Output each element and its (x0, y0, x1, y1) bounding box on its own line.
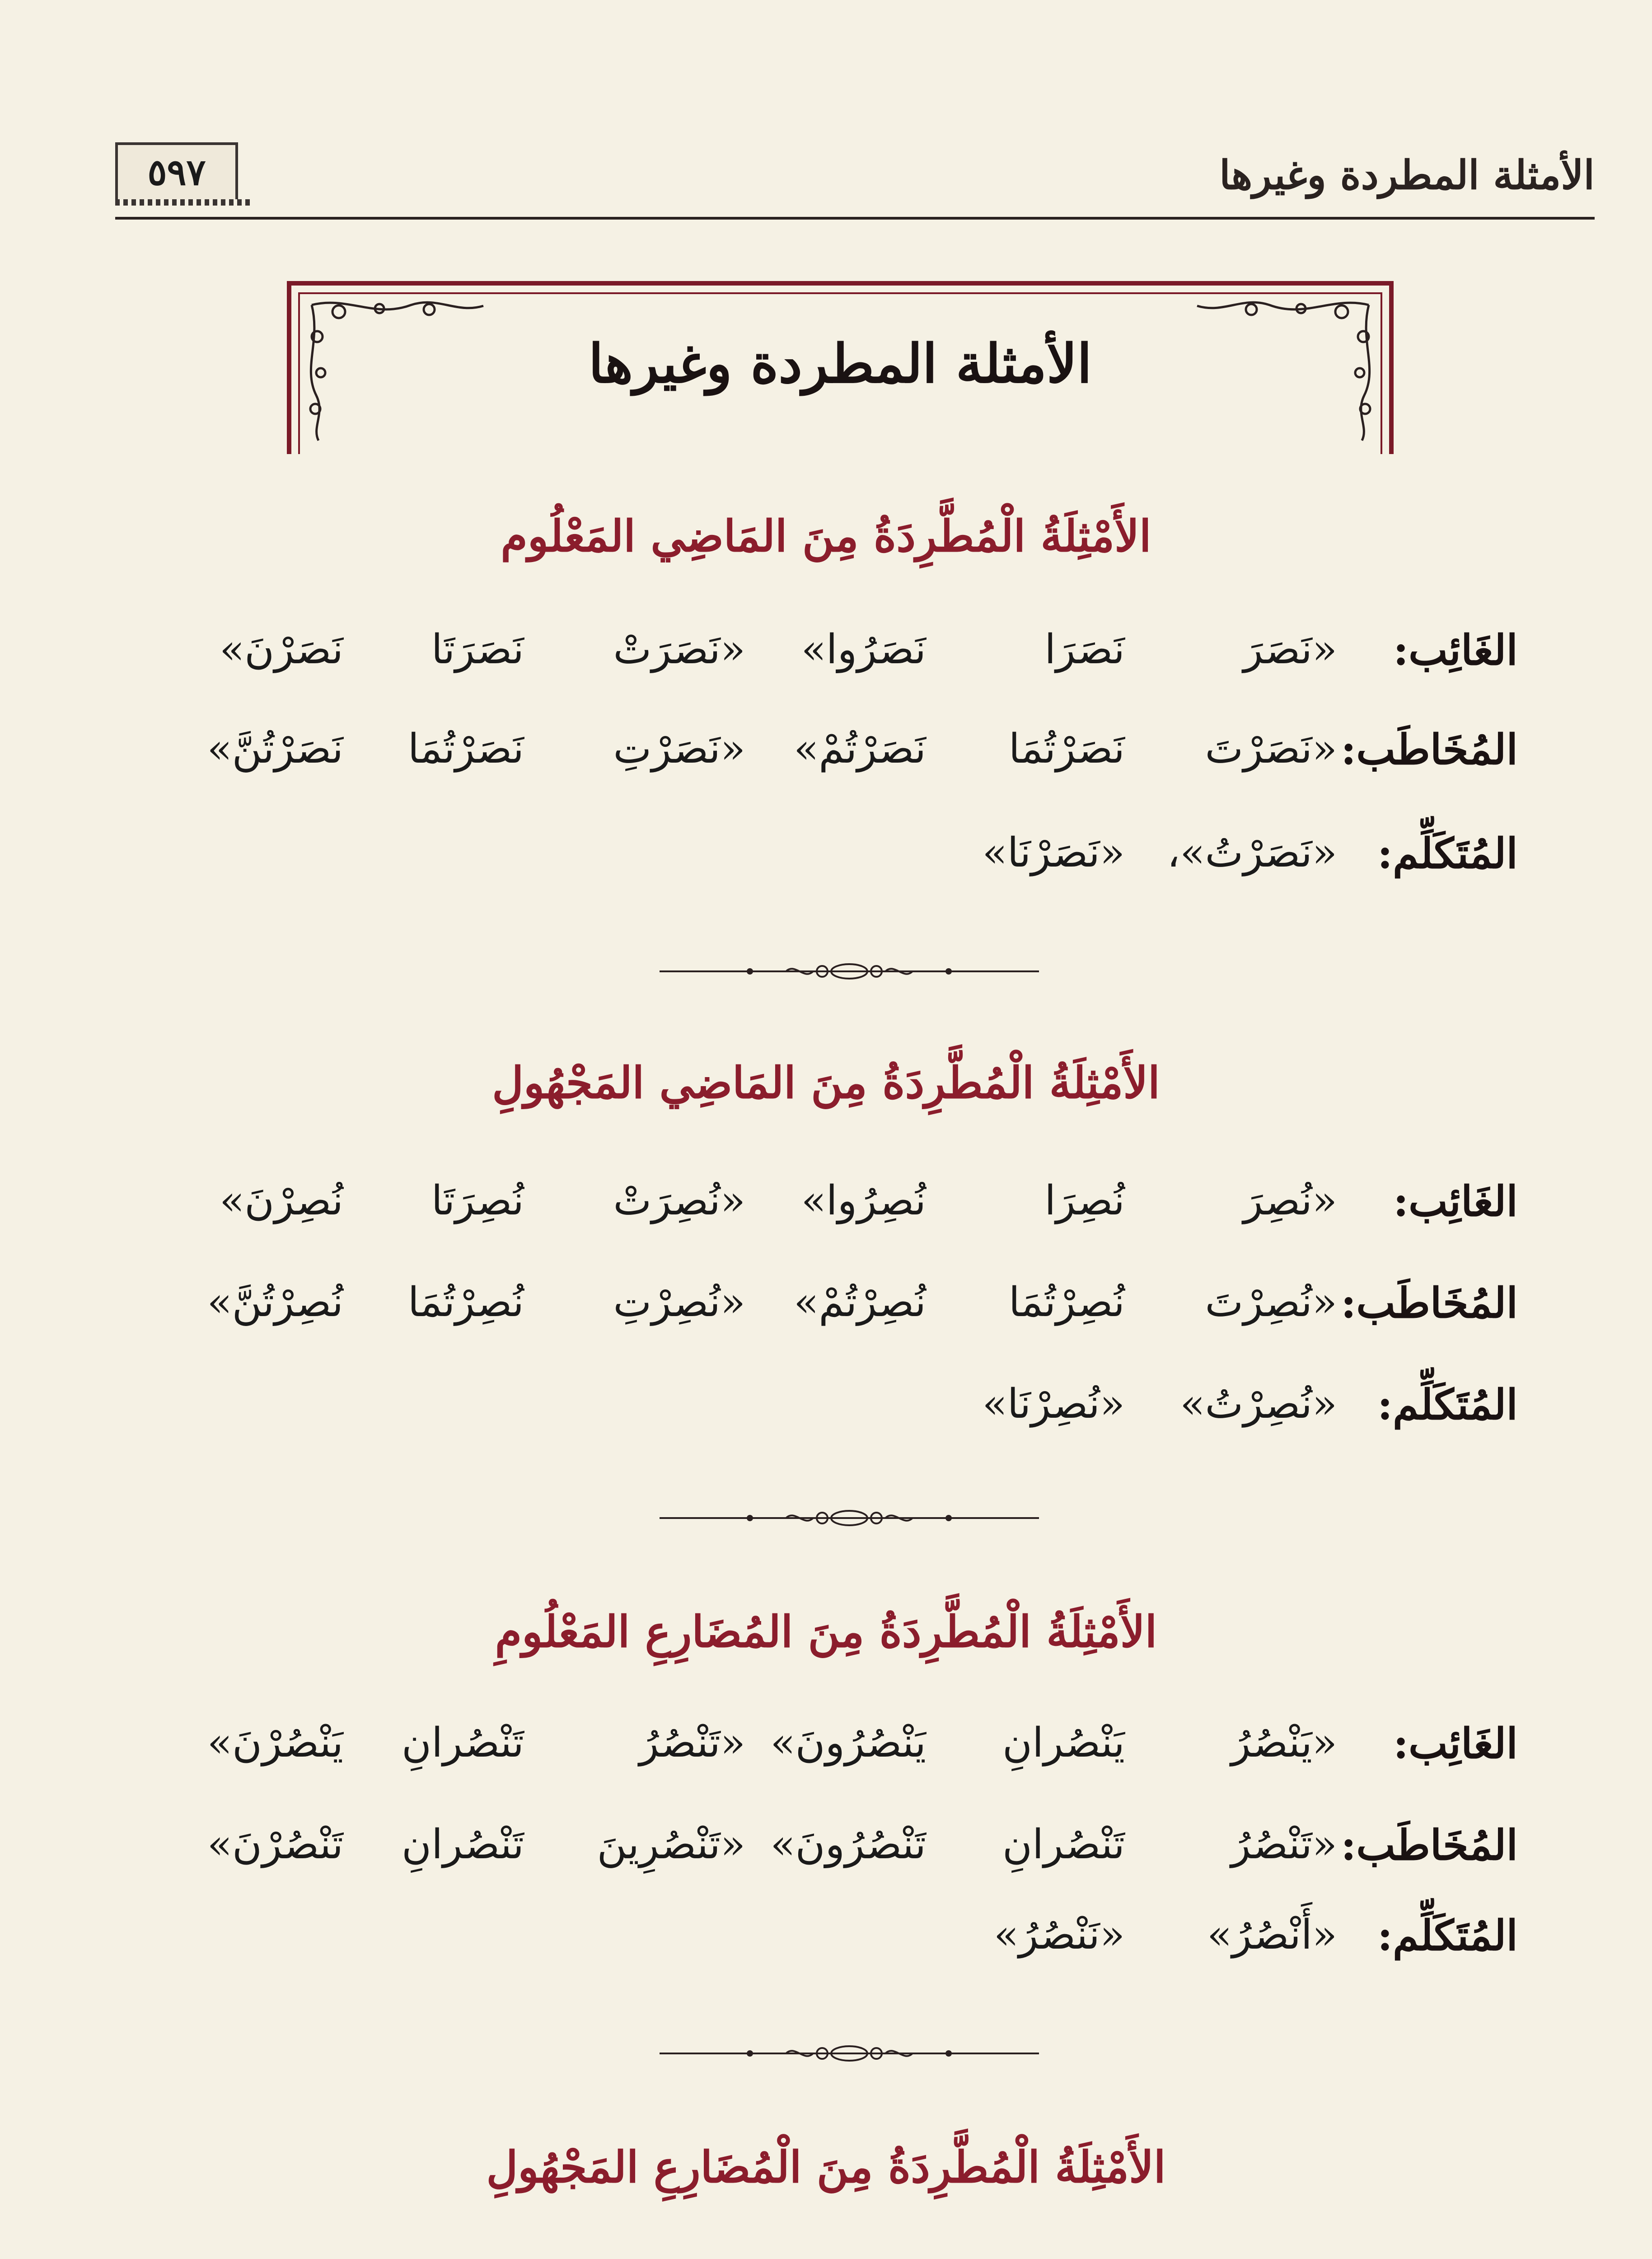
verb-form: يَنْصُرْنَ» (207, 1719, 343, 1767)
verb-form: يَنْصُرانِ (1002, 1719, 1125, 1767)
conjugation-row-first-person (172, 829, 1518, 892)
row-label: المُخَاطَب: (1341, 1821, 1518, 1870)
ornament-divider-icon (660, 958, 1039, 985)
verb-form: «نُصِرْتَ (1205, 1279, 1337, 1326)
verb-form: نُصِرَتَا (431, 1177, 524, 1224)
chapter-title: الأمثلة المطردة وغيرها (588, 332, 1092, 395)
row-label: الغَائِب: (1393, 626, 1518, 675)
running-title: الأمثلة المطردة وغيرها (1219, 151, 1595, 198)
verb-form: نَصَرَا (1044, 626, 1125, 673)
row-label: المُتَكَلِّم: (1377, 1911, 1518, 1960)
verb-form: نَصَرَتَا (431, 626, 524, 673)
conjugation-row-first-person (172, 1380, 1518, 1444)
verb-form: نُصِرُوا» (801, 1177, 926, 1224)
page-number: ٥٩٧ (115, 142, 238, 199)
verb-form: «نَصَرْتَ (1205, 725, 1337, 773)
verb-form: «يَنْصُرُ (1231, 1719, 1337, 1767)
verb-form: نَصَرُوا» (801, 626, 926, 673)
verb-form: نَصَرْتُنَّ» (207, 725, 343, 773)
verb-form: نُصِرْنَ» (220, 1177, 343, 1224)
row-label: الغَائِب: (1393, 1719, 1518, 1768)
conjugation-row-third-person (172, 1719, 1518, 1782)
chapter-title-frame (285, 278, 1396, 454)
verb-form: تَنْصُرانِ (401, 1821, 524, 1868)
conjugation-row-second-person (172, 1279, 1518, 1342)
verb-form: «نُصِرْنَا» (982, 1380, 1125, 1428)
conjugation-row-third-person (172, 1177, 1518, 1240)
verb-form: يَنْصُرُونَ» (770, 1719, 926, 1767)
verb-form: نَصَرْتُمَا (407, 725, 524, 773)
verb-form: «نَنْصُرُ» (993, 1911, 1125, 1959)
verb-form: تَنْصُرْنَ» (207, 1821, 343, 1868)
verb-form: «تَنْصُرِينَ (597, 1821, 745, 1868)
conjugation-row-first-person (172, 1911, 1518, 1974)
verb-form: تَنْصُرانِ (1002, 1821, 1125, 1868)
verb-form: نُصِرْتُمْ» (794, 1279, 926, 1326)
ornament-divider-icon (660, 2040, 1039, 2067)
section-title-past-passive: الأَمْثِلَةُ الْمُطَّرِدَةُ مِنَ المَاضِي المَجْهُولِ (492, 1057, 1160, 1108)
verb-form: نَصَرْنَ» (220, 626, 343, 673)
verb-form: نُصِرْتُنَّ» (207, 1279, 343, 1326)
verb-form: «تَنْصُرُ (1231, 1821, 1337, 1868)
section-title-present-passive: الأَمْثِلَةُ الْمُطَّرِدَةُ مِنَ الْمُضَارِعِ المَجْهُولِ (486, 2142, 1166, 2193)
ornament-divider-icon (660, 1504, 1039, 1532)
verb-form: نُصِرْتُمَا (1008, 1279, 1125, 1326)
conjugation-row-second-person (172, 1821, 1518, 1884)
running-header (115, 136, 1595, 221)
verb-form: «نُصِرَتْ (613, 1177, 745, 1224)
conjugation-row-second-person (172, 725, 1518, 788)
verb-form: «تَنْصُرُ (639, 1719, 745, 1767)
verb-form: نُصِرَا (1044, 1177, 1125, 1224)
verb-form: «نُصِرَ (1243, 1177, 1337, 1224)
row-label: المُخَاطَب: (1341, 1279, 1518, 1327)
verb-form: «نُصِرْتُ» (1180, 1380, 1337, 1428)
section-title-present-active: الأَمْثِلَةُ الْمُطَّرِدَةُ مِنَ المُضَارِعِ المَعْلُومِ (495, 1606, 1157, 1657)
header-rule (115, 217, 1595, 220)
verb-form: «نَصَرْنَا» (982, 829, 1125, 876)
verb-form: تَنْصُرانِ (401, 1719, 524, 1767)
row-label: الغَائِب: (1393, 1177, 1518, 1226)
row-label: المُتَكَلِّم: (1377, 829, 1518, 878)
verb-form: «نَصَرْتُ»، (1167, 829, 1337, 876)
row-label: المُتَكَلِّم: (1377, 1380, 1518, 1429)
section-title-past-active: الأَمْثِلَةُ الْمُطَّرِدَةُ مِنَ المَاضِي المَعْلُوم (501, 511, 1151, 562)
verb-form: «نَصَرْتِ (613, 725, 745, 773)
verb-form: نَصَرْتُمْ» (794, 725, 926, 773)
verb-form: «أَنْصُرُ» (1207, 1911, 1337, 1959)
conjugation-row-third-person (172, 626, 1518, 689)
verb-form: «نَصَرَتْ (613, 626, 745, 673)
row-label: المُخَاطَب: (1341, 725, 1518, 774)
verb-form: نَصَرْتُمَا (1008, 725, 1125, 773)
verb-form: تَنْصُرُونَ» (770, 1821, 926, 1868)
verb-form: نُصِرْتُمَا (407, 1279, 524, 1326)
verb-form: «نُصِرْتِ (613, 1279, 745, 1326)
verb-form: «نَصَرَ (1243, 626, 1337, 673)
